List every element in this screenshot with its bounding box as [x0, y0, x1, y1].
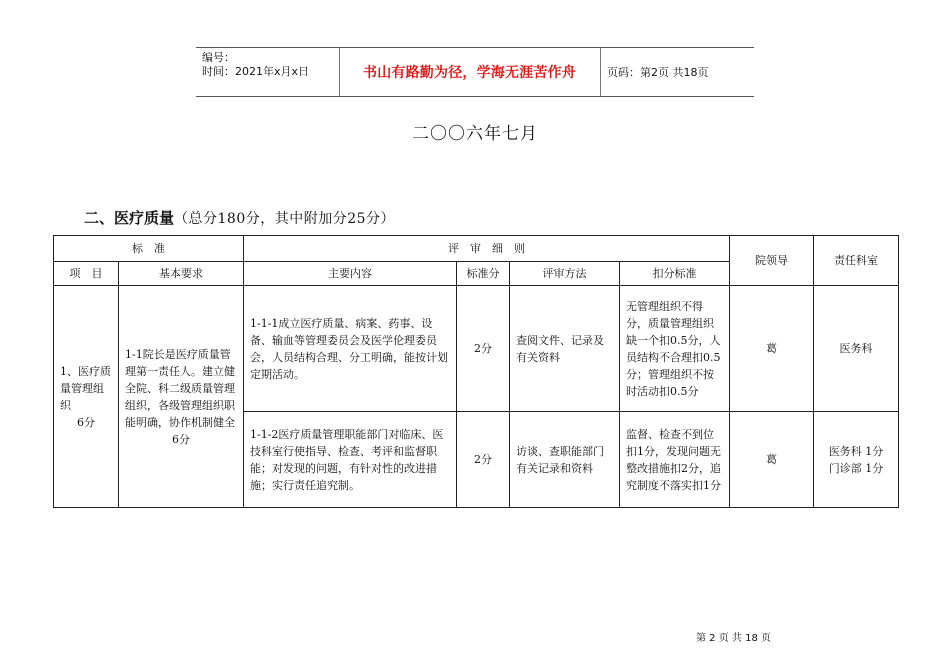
leader-cell: 葛 [730, 412, 814, 508]
deduction-cell: 无管理组织不得分，质量管理组织缺一个扣0.5分，人员结构不合理扣0.5分；管理组织不按时活动扣0.5分 [620, 286, 730, 412]
dept-line: 医务科 1分 [828, 444, 884, 458]
content-cell: 1-1-1成立医疗质量、病案、药事、设备、输血等管理委员会及医学伦理委员会，人员结构合理、分工明确，能按计划定期活动。 [244, 286, 457, 412]
item-cell [54, 286, 119, 508]
score-cell: 2分 [457, 412, 510, 508]
motto-text: 书山有路勤为径，学海无涯苦作舟 [363, 65, 576, 81]
table-row [54, 286, 899, 412]
header-responsible-dept: 责任科室 [814, 236, 899, 286]
method-cell: 查阅文件、记录及有关资料 [510, 286, 620, 412]
header-standard-group: 标 准 [54, 236, 244, 262]
header-review-group: 评 审 细 则 [244, 236, 730, 262]
header-leader: 院领导 [730, 236, 814, 286]
header-standard-score: 标准分 [457, 262, 510, 286]
quality-standard-table [53, 235, 899, 508]
header-deduction-standard: 扣分标准 [620, 262, 730, 286]
header-motto-cell [339, 48, 601, 96]
date-title: 二〇〇六年七月 [412, 124, 538, 144]
page-number-label: 页码：第2页 共18页 [607, 66, 709, 79]
time-label: 时间：2021年x月x日 [202, 65, 310, 78]
item-name: 1、医疗质量管理组织 [60, 364, 111, 412]
dept-line: 门诊部 1分 [828, 461, 884, 475]
dept-line: 医务科 [839, 342, 873, 355]
basic-requirement-score: 6分 [172, 432, 190, 446]
method-cell: 访谈、查职能部门有关记录和资料 [510, 412, 620, 508]
header-item: 项 目 [54, 262, 119, 286]
header-page-cell [601, 48, 754, 96]
section-heading: 二、医疗质量 [84, 209, 175, 227]
dept-cell [814, 412, 899, 508]
document-header [196, 47, 754, 97]
section-title [84, 207, 395, 228]
header-review-method: 评审方法 [510, 262, 620, 286]
dept-cell [814, 286, 899, 412]
basic-requirement-cell [119, 286, 244, 508]
leader-cell: 葛 [730, 286, 814, 412]
header-main-content: 主要内容 [244, 262, 457, 286]
section-note: （总分180分，其中附加分25分） [174, 211, 396, 227]
page-footer: 第 2 页 共 18 页 [696, 633, 771, 644]
code-label: 编号： [202, 51, 235, 64]
basic-requirement-text: 1-1院长是医疗质量管理第一责任人。建立健全院、科二级质量管理组织，各级管理组织职能明确，协作机制健全 [125, 347, 235, 429]
header-info-cell [196, 48, 340, 96]
score-cell: 2分 [457, 286, 510, 412]
header-basic-requirement: 基本要求 [119, 262, 244, 286]
deduction-cell: 监督、检查不到位扣1分，发现问题无整改措施扣2分，追究制度不落实扣1分 [620, 412, 730, 508]
content-cell: 1-1-2医疗质量管理职能部门对临床、医技科室行使指导、检查、考评和监督职能；对发现的问题，有针对性的改进措施；实行责任追究制。 [244, 412, 457, 508]
item-score: 6分 [77, 415, 95, 429]
